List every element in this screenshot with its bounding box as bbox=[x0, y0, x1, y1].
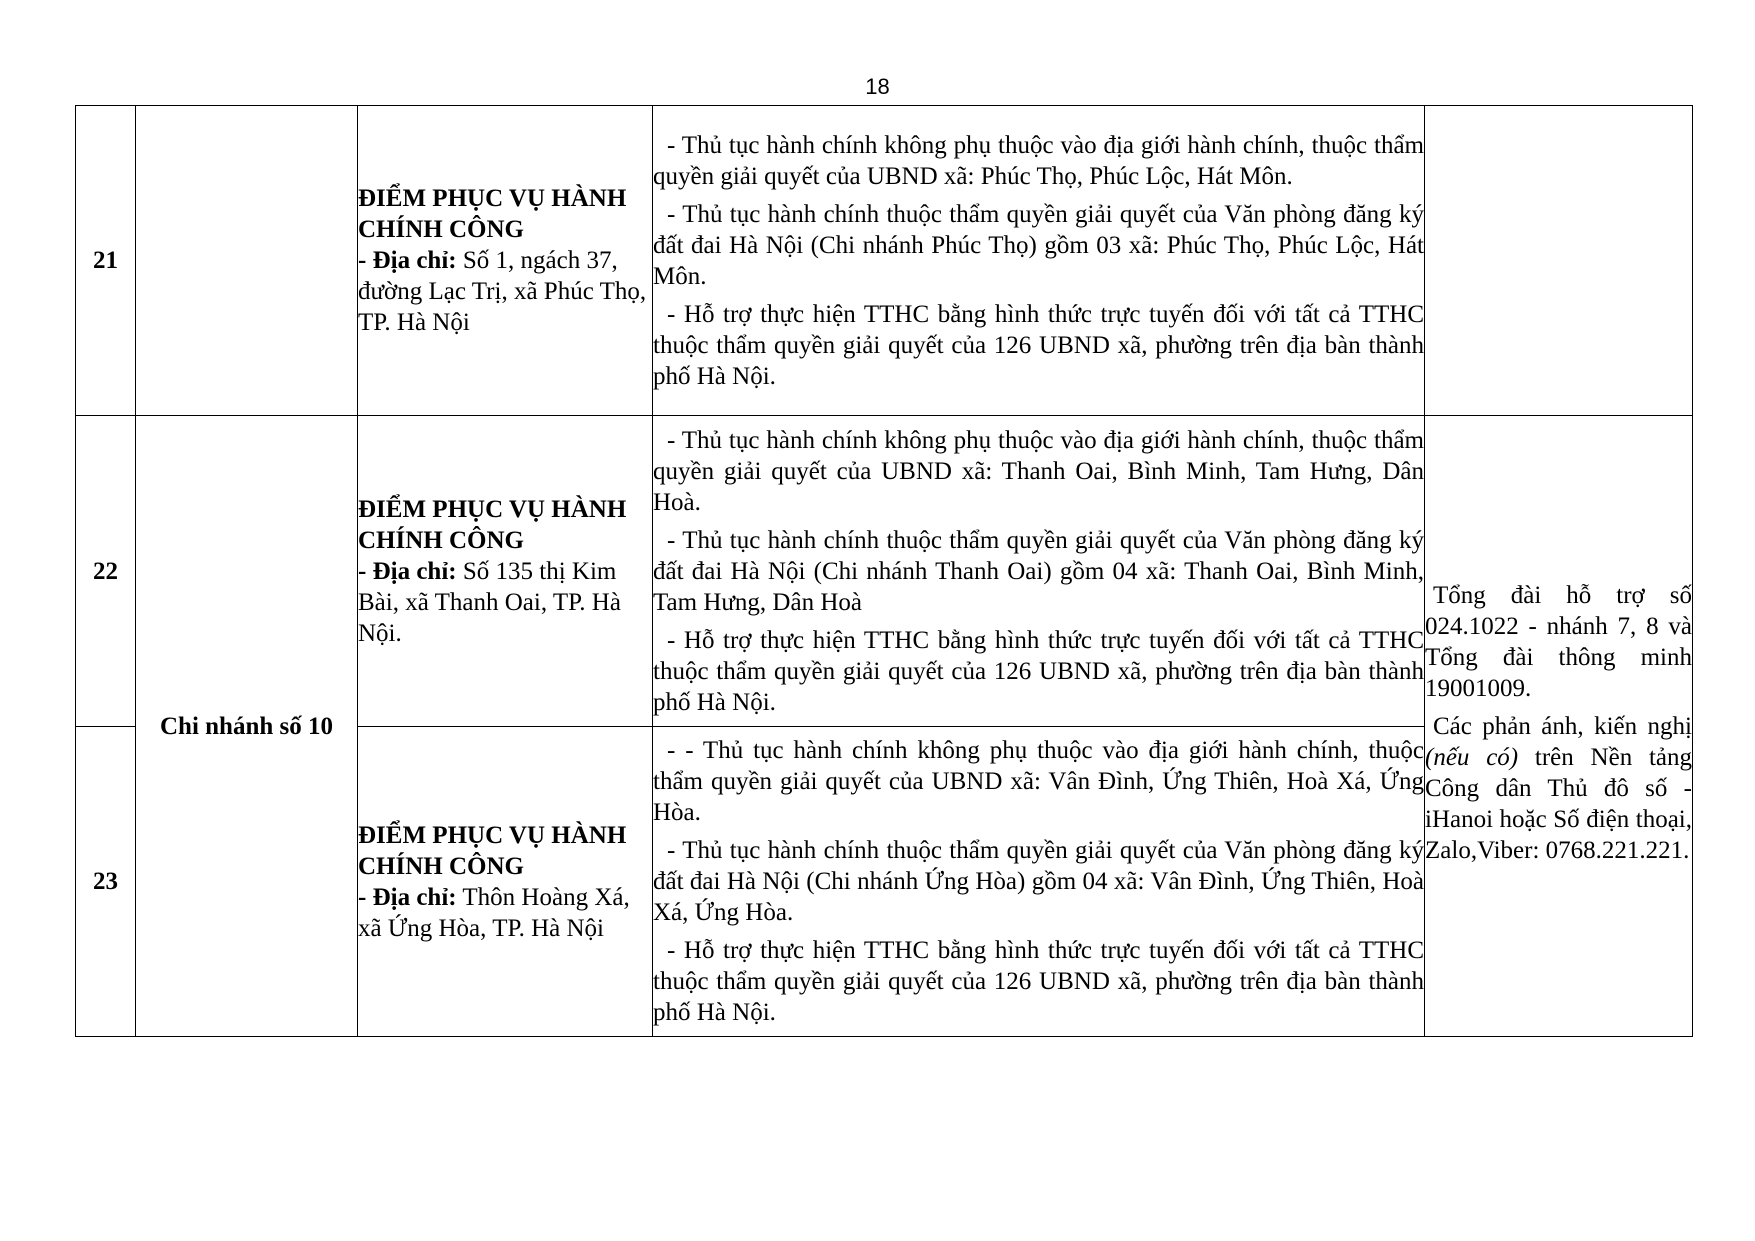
service-point-address bbox=[358, 882, 652, 944]
service-point-cell bbox=[358, 106, 653, 416]
row-number: 22 bbox=[76, 416, 136, 727]
service-point-title: ĐIỂM PHỤC VỤ HÀNH CHÍNH CÔNG bbox=[358, 185, 627, 243]
table-row bbox=[76, 416, 1693, 727]
feedback-text-start: Các phản ánh, kiến nghị bbox=[1433, 712, 1692, 740]
support-cell-empty bbox=[1425, 106, 1693, 416]
service-point-title: ĐIỂM PHỤC VỤ HÀNH CHÍNH CÔNG bbox=[358, 821, 627, 880]
procedure-item: - Hỗ trợ thực hiện TTHC bằng hình thức trực tuyến đối với tất cả TTHC thuộc thẩm quyền giải quyết của 126 UBND xã, phường trên địa bàn thành phố Hà Nội. bbox=[653, 937, 1424, 1026]
table-row bbox=[76, 106, 1693, 416]
service-points-table bbox=[75, 105, 1693, 1037]
support-feedback bbox=[1425, 711, 1692, 866]
procedure-item: - Thủ tục hành chính thuộc thẩm quyền giải quyết của Văn phòng đăng ký đất đai Hà Nội (Chi nhánh Phúc Thọ) gồm 03 xã: Phúc Thọ, Phúc Lộc, Hát Môn. bbox=[653, 200, 1424, 290]
address-label: - Địa chỉ: bbox=[358, 247, 457, 274]
feedback-text-end: trên Nền tảng Công dân Thủ đô số - iHanoi hoặc Số điện thoại, Zalo,Viber: 0768.221.221. bbox=[1425, 743, 1693, 864]
address-label: - Địa chỉ: bbox=[358, 557, 457, 585]
procedure-item: - Thủ tục hành chính không phụ thuộc vào địa giới hành chính, thuộc thẩm quyền giải quyết của UBND xã: Phúc Thọ, Phúc Lộc, Hát Môn. bbox=[653, 131, 1424, 190]
procedures-cell bbox=[653, 416, 1425, 727]
service-point-address bbox=[358, 556, 652, 649]
branch-name: Chi nhánh số 10 bbox=[136, 416, 358, 1037]
page-number: 18 bbox=[865, 74, 890, 99]
service-point-title: ĐIỂM PHỤC VỤ HÀNH CHÍNH CÔNG bbox=[358, 495, 627, 554]
support-hotline: Tổng đài hỗ trợ số 024.1022 - nhánh 7, 8 và Tổng đài thông minh 19001009. bbox=[1425, 581, 1692, 702]
address-text: Thôn Hoàng Xá, xã Ứng Hòa, TP. Hà Nội bbox=[358, 883, 630, 942]
row-number: 23 bbox=[76, 727, 136, 1037]
address-label: - Địa chỉ: bbox=[358, 883, 457, 911]
service-point-address bbox=[358, 245, 652, 338]
branch-cell-empty bbox=[136, 106, 358, 416]
feedback-text-italic: (nếu có) bbox=[1425, 743, 1519, 771]
support-contact-cell bbox=[1425, 416, 1693, 1037]
service-point-cell bbox=[358, 416, 653, 727]
procedure-item: - Hỗ trợ thực hiện TTHC bằng hình thức trực tuyến đối với tất cả TTHC thuộc thẩm quyền giải quyết của 126 UBND xã, phường trên địa bàn thành phố Hà Nội. bbox=[653, 626, 1424, 716]
procedures-cell bbox=[653, 727, 1425, 1037]
procedure-item: - Thủ tục hành chính thuộc thẩm quyền giải quyết của Văn phòng đăng ký đất đai Hà Nội (Chi nhánh Ứng Hòa) gồm 04 xã: Vân Đình, Ứng Thiên, Hoà Xá, Ứng Hòa. bbox=[653, 837, 1424, 926]
procedures-cell bbox=[653, 106, 1425, 416]
procedure-item: - Thủ tục hành chính không phụ thuộc vào địa giới hành chính, thuộc thẩm quyền giải quyết của UBND xã: Thanh Oai, Bình Minh, Tam Hưng, Dân Hoà. bbox=[653, 426, 1424, 516]
address-text: Số 135 thị Kim Bài, xã Thanh Oai, TP. Hà Nội. bbox=[358, 557, 621, 647]
procedure-item: - - Thủ tục hành chính không phụ thuộc vào địa giới hành chính, thuộc thẩm quyền giải quyết của UBND xã: Vân Đình, Ứng Thiên, Hoà Xá, Ứng Hòa. bbox=[653, 737, 1424, 826]
row-number: 21 bbox=[76, 106, 136, 416]
address-text: Số 1, ngách 37, đường Lạc Trị, xã Phúc Thọ, TP. Hà Nội bbox=[358, 247, 647, 336]
service-point-cell bbox=[358, 727, 653, 1037]
procedure-item: - Thủ tục hành chính thuộc thẩm quyền giải quyết của Văn phòng đăng ký đất đai Hà Nội (Chi nhánh Thanh Oai) gồm 04 xã: Thanh Oai, Bình Minh, Tam Hưng, Dân Hoà bbox=[653, 526, 1424, 616]
procedure-item: - Hỗ trợ thực hiện TTHC bằng hình thức trực tuyến đối với tất cả TTHC thuộc thẩm quyền giải quyết của 126 UBND xã, phường trên địa bàn thành phố Hà Nội. bbox=[653, 300, 1424, 390]
